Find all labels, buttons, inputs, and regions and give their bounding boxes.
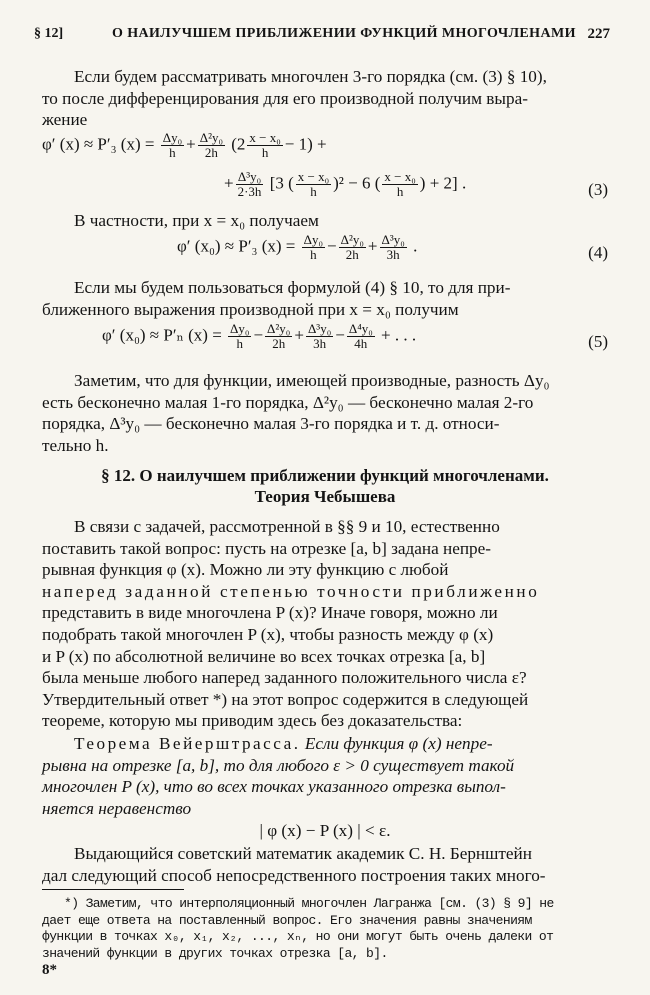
text-line: наперед заданной степенью точности приближенно — [42, 581, 540, 601]
running-header — [34, 26, 610, 48]
header-title: О НАИЛУЧШЕМ ПРИБЛИЖЕНИИ ФУНКЦИЙ МНОГОЧЛЕНАМИ — [112, 26, 576, 41]
paragraph-bernstein — [42, 843, 608, 886]
text-line: Выдающийся советский математик академик С. Н. Бернштейн — [74, 844, 532, 863]
fraction: $\frac{\text{Δ⁴y₀}}{4h}$ — [348, 321, 373, 351]
text-line: теореме, которую мы приводим здесь без доказательства: — [42, 711, 463, 731]
equation-number: (4) — [588, 243, 608, 262]
fraction: $\frac{\text{Δy₀}}{h}$ — [303, 232, 324, 262]
text-line: порядка, Δ³y₀ — бесконечно малая 3-го порядка и т. д. относи- — [42, 414, 500, 434]
text-line: представить в виде многочлена P (x)? Иначе говоря, можно ли — [42, 603, 498, 623]
text-line: жение — [42, 110, 88, 130]
weierstrass-theorem — [42, 733, 608, 819]
text-line: рывная функция φ (x). Можно ли эту функцию с любой — [42, 560, 449, 580]
paragraph-approximation-question — [42, 516, 608, 732]
fraction: $\frac{\text{Δy₀}}{h}$ — [230, 321, 250, 351]
text-line: рывна на отрезке [a, b], то для любого ε > 0 существует такой — [42, 755, 515, 775]
equation-5: φ′ (x₀) ≈ P′ₙ (x) = $\frac{\text{Δy₀}}{h}$ − $\frac{\text{Δ²y₀}}{2h}$ + $\frac{\text{Δ³y₀}}{3h}$ − $\frac{\text{Δ⁴y₀}}{4h}$ + . . . (5) — [102, 321, 608, 351]
fraction: $\frac{\text{Δ³y₀}}{2\cdot 3h}$ — [237, 169, 262, 199]
signature-mark: 8* — [42, 962, 57, 978]
text-line: то после дифференцирования для его производной получим выра- — [42, 88, 528, 108]
text-line: поставить такой вопрос: пусть на отрезке [a, b] задана непре- — [42, 538, 491, 558]
text-line: Если будем рассматривать многочлен 3-го порядка (см. (3) § 10), — [74, 67, 547, 86]
fraction: $\frac{\text{Δ²y₀}}{2h}$ — [267, 321, 291, 351]
equation-number: (3) — [588, 180, 608, 199]
footnote-line: дает еще ответа на поставленный вопрос. Его значения равны значениям — [42, 912, 532, 928]
theorem-name: Теорема Вейерштрасса. — [74, 734, 301, 753]
text-line: тельно h. — [42, 435, 109, 455]
paragraph-infinitesimal — [42, 370, 608, 456]
text-line: Утвердительный ответ *) на этот вопрос содержится в следующей — [42, 689, 529, 709]
text-line: многочлен P (x), что во всех точках указанного отрезка выпол- — [42, 777, 506, 797]
footnote — [42, 896, 608, 962]
equation-number: (5) — [588, 332, 608, 351]
fraction: $\frac{\text{Δ³y₀}}{3h}$ — [307, 321, 332, 351]
text-line: есть бесконечно малая 1-го порядка, Δ²y₀ — бесконечно малая 2-го — [42, 392, 534, 412]
fraction: $\frac{\text{x − x₀}}{h}$ — [297, 169, 330, 199]
inequality-formula: | φ (x) − P (x) | < ε. — [259, 821, 391, 840]
equation-3-line-1: φ′ (x) ≈ P′₃ (x) = $\frac{\text{Δy₀}}{h}$ + $\frac{\text{Δ²y₀}}{2h}$ (2 $\frac{\text{x − x₀}}{h}$ − 1) + — [42, 130, 327, 160]
text-line: няется неравенство — [42, 798, 192, 818]
section-subtitle: Теория Чебышева — [254, 487, 396, 506]
footnote-line: *) Заметим, что интерполяционный многочлен Лагранжа [см. (3) § 9] не — [64, 896, 554, 911]
paragraph-formula-4 — [42, 277, 608, 320]
text-line: В связи с задачей, рассмотренной в §§ 9 и 10, естественно — [74, 517, 500, 536]
fraction: $\frac{\text{Δ²y₀}}{2h}$ — [199, 130, 223, 160]
text-line: подобрать такой многочлен P (x), чтобы разность между φ (x) — [42, 624, 494, 644]
footnote-line: значений функции в других точках отрезка [a, b]. — [42, 945, 388, 961]
section-heading — [42, 465, 608, 507]
paragraph-in-particular — [42, 210, 608, 232]
eq3-lhs: φ′ (x) ≈ P′₃ (x) = — [42, 134, 155, 154]
page-number: 227 — [587, 26, 610, 42]
text-line: Если мы будем пользоваться формулой (4) § 10, то для при- — [74, 278, 511, 297]
section-title-line: § 12. О наилучшем приближении функций многочленами. — [101, 466, 549, 485]
header-section-mark: § 12] — [34, 26, 64, 41]
footnote-rule — [42, 889, 184, 890]
fraction: $\frac{\text{x − x₀}}{h}$ — [249, 130, 281, 160]
text-line: Заметим, что для функции, имеющей производные, разность Δy₀ — [74, 371, 550, 390]
text-line: была меньше любого наперед заданного положительного числа ε? — [42, 668, 527, 688]
fraction: $\frac{\text{x − x₀}}{h}$ — [384, 169, 416, 199]
fraction: $\frac{\text{Δy₀}}{h}$ — [162, 130, 183, 160]
fraction: $\frac{\text{Δ²y₀}}{2h}$ — [340, 232, 364, 262]
equation-3-line-2: + $\frac{\text{Δ³y₀}}{2\cdot 3h}$ [3 ( $\frac{\text{x − x₀}}{h}$ )² − 6 ( $\frac{\text{x − x₀}}{h}$ ) + 2] . (3) — [224, 169, 608, 199]
text-line: и P (x) по абсолютной величине во всех точках отрезка [a, b] — [42, 646, 486, 666]
fraction: $\frac{\text{Δ³y₀}}{3h}$ — [381, 232, 405, 262]
equation-4: φ′ (x₀) ≈ P′₃ (x) = $\frac{\text{Δy₀}}{h}$ − $\frac{\text{Δ²y₀}}{2h}$ + $\frac{\text{Δ³y₀}}{3h}$ . (4) — [177, 232, 608, 262]
text-line: В частности, при x = x₀ получаем — [74, 211, 319, 230]
text-line: дал следующий способ непосредственного построения таких много- — [42, 865, 546, 885]
text-line: Теорема Вейерштрасса. Если функция φ (x) непре- — [74, 734, 493, 753]
paragraph-cubic-derivative — [42, 66, 608, 131]
inequality — [42, 820, 608, 842]
text-line: ближенного выражения производной при x = x₀ получим — [42, 299, 459, 319]
footnote-line: функции в точках x₀, x₁, x₂, ..., xₙ, но они могут быть очень далеки от — [42, 929, 554, 944]
